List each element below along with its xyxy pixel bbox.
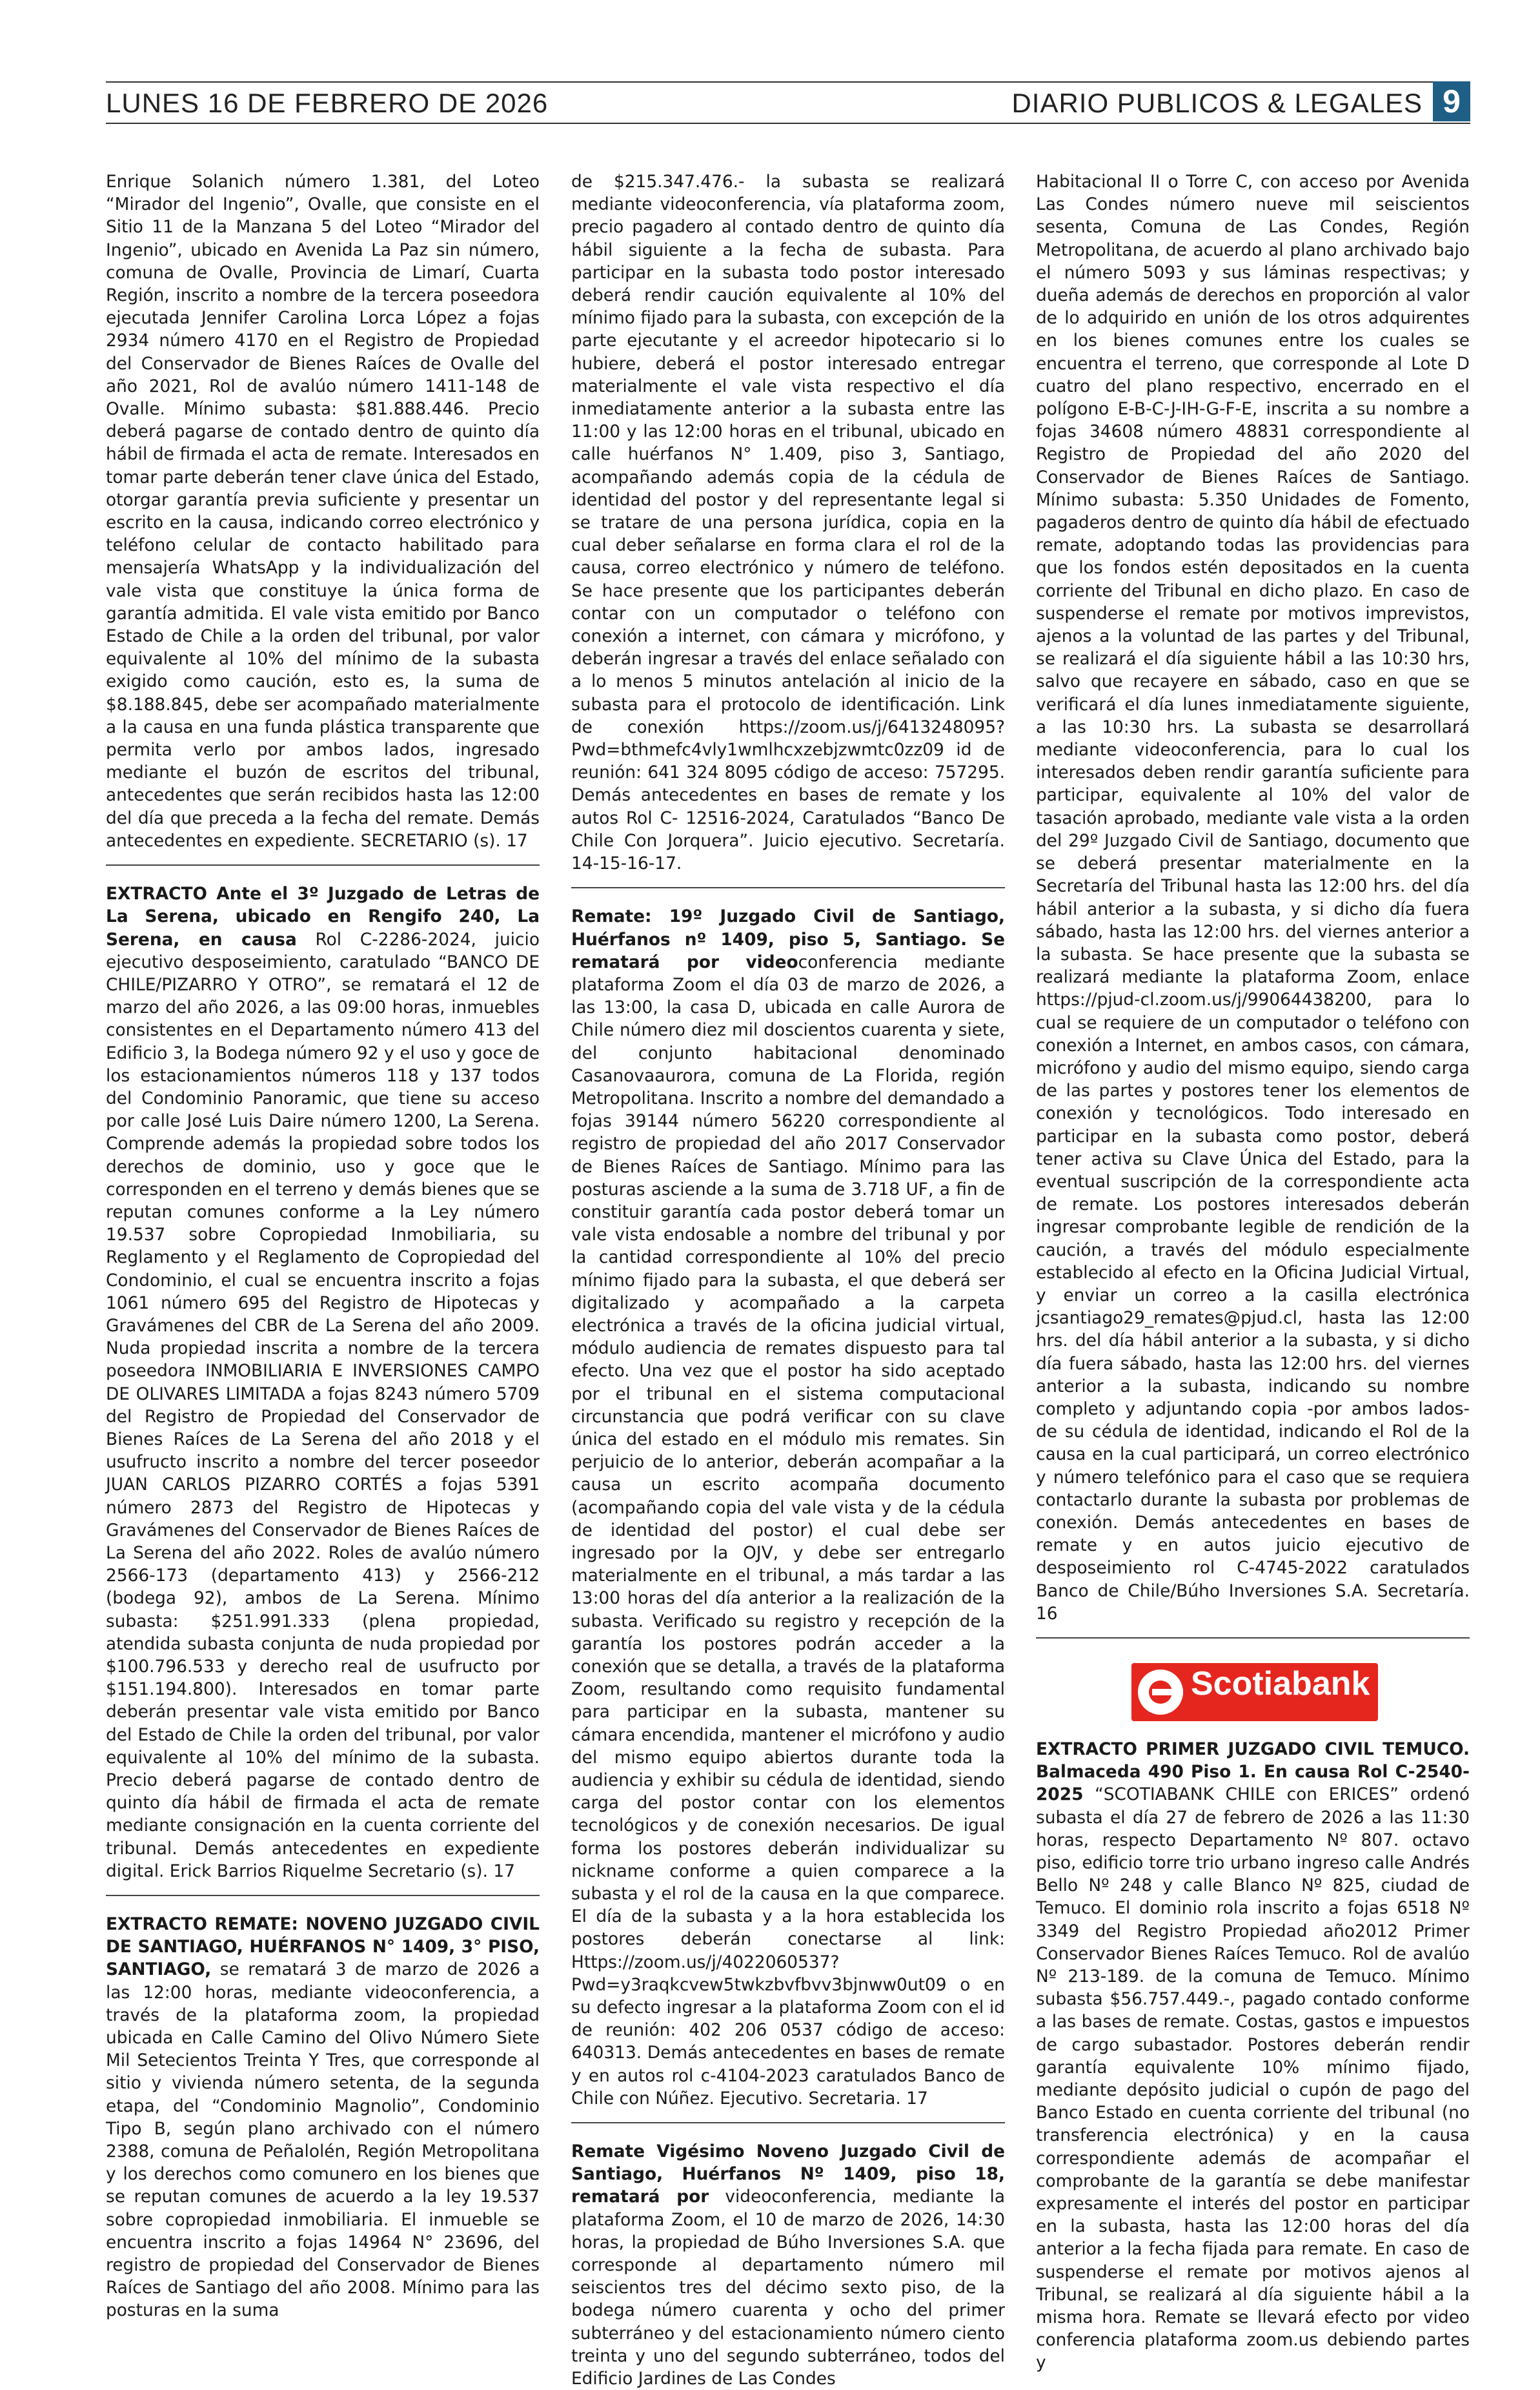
page-header: [106, 81, 1470, 124]
column-1: [106, 170, 540, 2322]
notice-heading: EXTRACTO PRIMER JUZGADO CIVIL TEMUCO. Balmaceda 490 Piso 1. En causa Rol C-2540-2025: [1036, 1739, 1470, 1805]
notice-heading: EXTRACTO REMATE: NOVENO JUZGADO CIVIL DE SANTIAGO, HUÉRFANOS N° 1409, 3° PISO, SANTIAGO,: [106, 1914, 540, 1980]
notice-heading: Remate Vigésimo Noveno Juzgado Civil de Santiago, Huérfanos Nº 1409, piso 18, rematará por: [571, 2141, 1005, 2207]
notice-la-serena: [106, 883, 540, 1883]
notice-continuation-ovalle: Enrique Solanich número 1.381, del Loteo “Mirador del Ingenio”, Ovalle, que consiste en el Sitio 11 de la Manzana 5 del Loteo “Mirador del Ingenio”, ubicado en Avenida La Paz sin número, comuna de Ovalle, Provincia de Limarí, Cuarta Región, inscrito a nombre de la tercera poseedora ejecutada Jennifer Carolina Lorca López a fojas 2934 número 4170 en el Registro de Propiedad del Conservador de Bienes Raíces de Ovalle del año 2021, Rol de avalúo número 1411-148 de Ovalle. Mínimo subasta: $81.888.446. Precio deberá pagarse de contado dentro de quinto día hábil de firmada el acta de remate. Interesados en tomar parte deberán tener clave única del Estado, otorgar garantía previa suficiente y presentar un escrito en la causa, indicando correo electrónico y teléfono celular de contacto habilitado para mensajería WhatsApp y la individualización del vale vista que constituye la única forma de garantía admitida. El vale vista emitido por Banco Estado de Chile a la orden del tribunal, por valor equivalente al 10% del mínimo de la subasta exigido como caución, esto es, la suma de $8.188.845, debe ser acompañado materialmente a la causa en una funda plástica transparente que permita verlo por ambos lados, ingresado mediante el buzón de escritos del tribunal, antecedentes que serán recibidos hasta las 12:00 del día que preceda a la fecha del remate. Demás antecedentes en expediente. SECRETARIO (s). 17: [106, 172, 540, 851]
issue-date: LUNES 16 DE FEBRERO DE 2026: [106, 88, 549, 118]
notice-temuco: [1036, 1738, 1470, 2375]
notice-heading: Remate: 19º Juzgado Civil de Santiago, Huérfanos nº 1409, piso 5, Santiago. Se rematará por video: [571, 906, 1005, 972]
notice-divider: [571, 2122, 1005, 2123]
notice-body: conferencia mediante plataforma Zoom el día 03 de marzo de 2026, a las 13:00, la casa D, ubicada en calle Aurora de Chile número diez mil doscientos cuarenta y siete, del conjunto habitacional denominado Casanovaaurora, comuna de La Florida, región Metropolitana. Inscrito a nombre del demandado a fojas 39144 número 56220 correspondiente al registro de propiedad del año 2017 Conservador de Bienes Raíces de Santiago. Mínimo para las posturas asciende a la suma de 3.718 UF, a fin de constituir garantía cada postor deberá tomar un vale vista endosable a nombre del tribunal y por la cantidad correspondiente al 10% del precio mínimo fijado para la subasta, el que deberá ser digitalizado y acompañado a la carpeta electrónica a través de la oficina judicial virtual, módulo audiencia de remates dispuesto para tal efecto. Una vez que el postor ha sido aceptado por el tribunal en el sistema computacional circunstancia que podrá verificar con su clave única del estado en el módulo mis remates. Sin perjuicio de lo anterior, deberán acompañar a la causa un escrito acompaña documento (acompañando copia del vale vista y de la cédula de identidad del postor) el cual debe ser ingresado por la OJV, y debe ser entregarlo materialmente en el tribunal, a más tardar a las 13:00 horas del día anterior a la realización de la subasta. Verificado su registro y recepción de la garantía los postores podrán acceder a la conexión que se detalla, a través de la plataforma Zoom, resultando como requisito fundamental para participar en la subasta, mantener su cámara encendida, mantener el micrófono y audio del mismo equipo abiertos durante toda la audiencia y exhibir su cédula de identidad, siendo carga del postor contar con los elementos tecnológicos y de conexión necesarios. De igual forma los postores deberán individualizar su nickname conforme a quien comparece a la subasta y el rol de la causa en la que comparece. El día de la subasta y a la hora establecida los postores deberán conectarse al link: Https://zoom.us/j/4022060537?Pwd=y3raqkcvew5twkzbvfbvv3bjnww0ut09 o en su defecto ingresar a la plataforma Zoom con el id de reunión: 402 206 0537 código de acceso: 640313. Demás antecedentes en bases de remate y en autos rol c-4104-2023 caratulados Banco de Chile con Núñez. Ejecutivo. Secretaria. 17: [571, 952, 1005, 2109]
notice-divider: [106, 1895, 540, 1896]
notice-19-juzgado: [571, 905, 1005, 2110]
advertiser-logo-area: [1036, 1655, 1470, 1738]
column-2: [571, 170, 1005, 2390]
notice-29-juzgado: [571, 2140, 1005, 2390]
column-3: [1036, 170, 1470, 2375]
notice-heading: EXTRACTO Ante el 3º Juzgado de Letras de La Serena, ubicado en Rengifo 240, La Serena, en causa: [106, 884, 540, 950]
logo-wordmark: Scotiabank: [1191, 1665, 1370, 1702]
notice-body: videoconferencia, mediante la plataforma Zoom, el 10 de marzo de 2026, 14:30 horas, la propiedad de Búho Inversiones S.A. que corresponde al departamento número mil seiscientos tres del décimo sexto piso, de la bodega número cuarenta y ocho del primer subterráneo y del estacionamiento número ciento treinta y uno del segundo subterráneo, todos del Edificio Jardines de Las Condes: [571, 2187, 1006, 2389]
publication-title: DIARIO PUBLICOS & LEGALES: [1011, 88, 1423, 118]
notice-noveno-juzgado: [106, 1913, 540, 2322]
scotiabank-logo: [1131, 1663, 1378, 1721]
notice-continuation-buho: Habitacional II o Torre C, con acceso por Avenida Las Condes número nueve mil seiscientos sesenta, Comuna de Las Condes, Región Metropolitana, de acuerdo al plano archivado bajo el número 5093 y sus láminas respectivas; y dueña además de derechos en proporción al valor de lo adquirido en unión de los otros adquirentes en los bienes comunes entre los cuales se encuentra el terreno, que corresponde al Lote D cuatro del plano respectivo, encerrado en el polígono E-B-C-J-IH-G-F-E, inscrita a su nombre a fojas 34608 número 48831 correspondiente al Registro de Propiedad del año 2020 del Conservador de Bienes Raíces de Santiago. Mínimo subasta: 5.350 Unidades de Fomento, pagaderos dentro de quinto día hábil de efectuado remate, adoptando todas las providencias para que los fondos estén depositados en la cuenta corriente del Tribunal en dicho plazo. En caso de suspenderse el remate por motivos imprevistos, ajenos a la voluntad de las partes y del Tribunal, se realizará el día siguiente hábil a las 10:30 hrs, salvo que recayere en sábado, caso en que se verificará el día lunes inmediatamente siguiente, a las 10:30 hrs. La subasta se desarrollará mediante videoconferencia, para lo cual los interesados deben rendir garantía suficiente para participar, equivalente al 10% del valor de tasación aprobado, mediante vale vista a la orden del 29º Juzgado Civil de Santiago, documento que se deberá presentar materialmente en la Secretaría del Tribunal hasta las 12:00 hrs. del día hábil anterior a la subasta, y si dicho día fuera sábado, hasta las 12:00 hrs. del viernes anterior a la subasta. Se hace presente que la subasta se realizará mediante la plataforma Zoom, enlace https://pjud-cl.zoom.us/j/99064438200, para lo cual se requiere de un computador o teléfono con conexión a Internet, en ambos casos, con cámara, micrófono y audio del mismo equipo, siendo carga de las partes y postores tener los elementos de conexión y tecnológicos. Todo interesado en participar en la subasta como postor, deberá tener activa su Clave Única del Estado, para la eventual suscripción de la correspondiente acta de remate. Los postores interesados deberán ingresar comprobante legible de rendición de la caución, a través del módulo especialmente establecido al efecto en la Oficina Judicial Virtual, y enviar un correo a la casilla electrónica jcsantiago29_remates@pjud.cl, hasta las 12:00 hrs. del día hábil anterior a la subasta, y si dicho día fuera sábado, hasta las 12:00 hrs. del viernes anterior a la subasta, indicando su nombre completo y adjuntando copia -por ambos lados- de su cédula de identidad, indicando el Rol de la causa en la cual participará, un correo electrónico y número telefónico para el caso que se requiera contactarlo durante la subasta por problemas de conexión. Demás antecedentes en bases de remate y en autos juicio ejecutivo de desposeimiento rol C-4745-2022 caratulados Banco de Chile/Búho Inversiones S.A. Secretaría. 16: [1036, 172, 1470, 1624]
notice-body: Rol C-2286-2024, juicio ejecutivo desposeimiento, caratulado “BANCO DE CHILE/PIZARRO Y OTRO”, se rematará el 12 de marzo del año 2026, a las 09:00 horas, inmuebles consistentes en el Departamento número 413 del Edificio 3, la Bodega número 92 y el uso y goce de los estacionamientos números 118 y 137 todos del Condominio Panoramic, que tiene su acceso por calle José Luis Daire número 1200, La Serena. Comprende además la propiedad sobre todos los derechos de dominio, uso y goce que le corresponden en el terreno y demás bienes que se reputan comunes conforme a la Ley número 19.537 sobre Copropiedad Inmobiliaria, su Reglamento y el Reglamento de Copropiedad del Condominio, el cual se encuentra inscrito a fojas 1061 número 695 del Registro de Hipotecas y Gravámenes del CBR de La Serena del año 2009. Nuda propiedad inscrita a nombre de la tercera poseedora INMOBILIARIA E INVERSIONES CAMPO DE OLIVARES LIMITADA a fojas 8243 número 5709 del Registro de Propiedad del Conservador de Bienes Raíces de La Serena del año 2018 y el usufructo inscrito a nombre del tercer poseedor JUAN CARLOS PIZARRO CORTÉS a fojas 5391 número 2873 del Registro de Hipotecas y Gravámenes del Conservador de Bienes Raíces de La Serena del año 2022. Roles de avalúo número 2566-173 (departamento 413) y 2566-212 (bodega 92), ambos de La Serena. Mínimo subasta: $251.991.333 (plena propiedad, atendida subasta conjunta de nuda propiedad por $100.796.533 y derecho real de usufructo por $151.194.800). Interesados en tomar parte deberán presentar vale vista emitido por Banco del Estado de Chile la orden del tribunal, por valor equivalente al 10% del mínimo de la subasta. Precio deberá pagarse de contado dentro de quinto día hábil de firmada el acta de remate mediante consignación en la cuenta corriente del tribunal. Demás antecedentes en expediente digital. Erick Barrios Riquelme Secretario (s). 17: [106, 929, 540, 1881]
scotiabank-s-icon: [1138, 1670, 1183, 1715]
page-number-badge: 9: [1433, 81, 1470, 121]
notice-body: se rematará 3 de marzo de 2026 a las 12:00 horas, mediante videoconferencia, a través de la plataforma zoom, la propiedad ubicada en Calle Camino del Olivo Número Siete Mil Setecientos Treinta Y Tres, que corresponde al sitio y vivienda número setenta, de la segunda etapa, del “Condominio Magnolio”, Condominio Tipo B, según plano archivado con el número 2388, comuna de Peñalolén, Región Metropolitana y los derechos como comunero en los bienes que se reputan comunes de acuerdo a la ley 19.537 sobre copropiedad inmobiliaria. El inmueble se encuentra inscrito a fojas 14964 N° 23696, del registro de propiedad del Conservador de Bienes Raíces de Santiago del año 2008. Mínimo para las posturas en la suma: [106, 1959, 540, 2321]
notice-divider: [106, 864, 540, 866]
notice-divider: [1036, 1637, 1470, 1639]
notice-continuation-jorquera: de $215.347.476.- la subasta se realizará mediante videoconferencia, vía plataforma zoom, precio pagadero al contado dentro de quinto día hábil siguiente a la fecha de subasta. Para participar en la subasta todo postor interesado deberá rendir caución equivalente al 10% del mínimo fijado para la subasta, con excepción de la parte ejecutante y el acreedor hipotecario si lo hubiere, deberá el postor interesado entregar materialmente el vale vista respectivo el día inmediatamente anterior a la subasta entre las 11:00 y las 12:00 horas en el tribunal, ubicado en calle huérfanos N° 1.409, piso 3, Santiago, acompañando además copia de la cédula de identidad del postor y del representante legal si se tratare de una persona jurídica, copia en la cual deber señalarse en forma clara el rol de la causa, correo electrónico y número de teléfono. Se hace presente que los participantes deberán contar con un computador o teléfono con conexión a internet, con cámara y micrófono, y deberán ingresar a través del enlace señalado con a lo menos 5 minutos antelación al inicio de la subasta para el protocolo de identificación. Link de conexión https://zoom.us/j/6413248095?Pwd=bthmefc4vly1wmlhcxzebjzwmtc0zz09 id de reunión: 641 324 8095 código de acceso: 757295. Demás antecedentes en bases de remate y los autos Rol C- 12516-2024, Caratulados “Banco De Chile Con Jorquera”. Juicio ejecutivo. Secretaría. 14-15-16-17.: [571, 172, 1005, 874]
notice-body: “SCOTIABANK CHILE con ERICES” ordenó subasta el día 27 de febrero de 2026 a las 11:30 horas, respecto Departamento Nº 807. octavo piso, edificio torre trio urbano ingreso calle Andrés Bello Nº 248 y calle Blanco Nº 825, ciudad de Temuco. El dominio rola inscrito a fojas 6518 Nº 3349 del Registro Propiedad año2012 Primer Conservador Bienes Raíces Temuco. Rol de avalúo Nº 213-189. de la comuna de Temuco. Mínimo subasta $56.757.449.-, pagado contado conforme a las bases de remate. Costas, gastos e impuestos de cargo subastador. Postores deberán rendir garantía equivalente 10% mínimo fijado, mediante depósito judicial o cupón de pago del Banco Estado en cuenta corriente del tribunal (no transferencia electrónica) y en la causa correspondiente además de acompañar el comprobante de la garantía se debe manifestar expresamente el interés del postor en participar en la subasta, hasta las 12:00 horas del día anterior a la fecha fijada para remate. En caso de suspenderse el remate por motivos ajenos al Tribunal, se realizará al día siguiente hábil a la misma hora. Remate se llevará efecto por video conferencia plataforma zoom.us debiendo partes y: [1036, 1784, 1470, 2373]
notice-divider: [571, 887, 1005, 888]
